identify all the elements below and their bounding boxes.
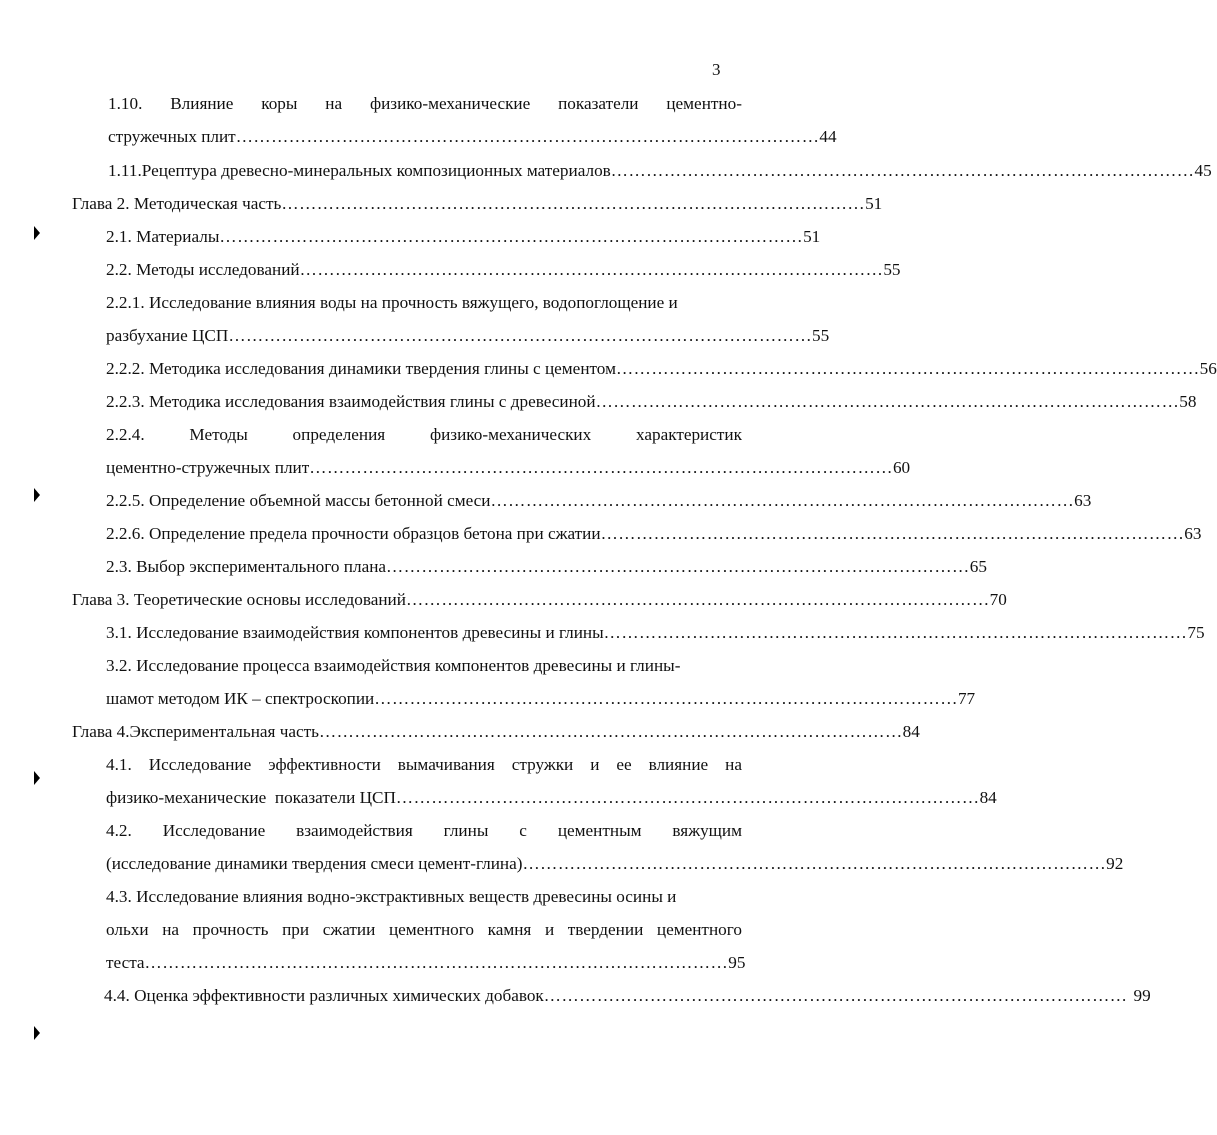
toc-word: стружки [511, 755, 574, 774]
toc-leader-dots: ……………………………………………………………………………………… [615, 359, 1200, 378]
binding-mark [34, 226, 40, 240]
toc-entry-4-3[interactable] [106, 952, 746, 974]
toc-entry-page: 58 [1179, 392, 1197, 411]
toc-entry-title: 2.2.2. Методика исследования динамики твердения глины с цементом [106, 359, 616, 378]
toc-leader-dots: ……………………………………………………………………………………… [299, 260, 884, 279]
toc-word: с [519, 821, 527, 840]
toc-entry-page: 75 [1187, 623, 1205, 642]
toc-entry-1-11[interactable] [108, 160, 1212, 182]
toc-entry-2-2-1[interactable] [106, 325, 830, 347]
toc-entry-title: 2.2.3. Методика исследования взаимодействия глины с древесиной [106, 392, 596, 411]
toc-word: вяжущим [672, 821, 742, 840]
toc-word: ее [616, 755, 632, 774]
toc-entry-2-1[interactable] [106, 226, 821, 248]
toc-leader-dots: ……………………………………………………………………………………… [603, 623, 1188, 642]
toc-word: определения [292, 425, 386, 444]
toc-word: цементно- [666, 94, 742, 113]
toc-word: Методы [189, 425, 248, 444]
toc-word: характеристик [635, 425, 742, 444]
toc-chapter-3[interactable] [72, 589, 1007, 611]
toc-entry-page: 55 [883, 260, 901, 279]
toc-entry-page: 65 [969, 557, 987, 576]
toc-entry-page: 84 [979, 788, 997, 807]
toc-entry-2-2[interactable] [106, 259, 901, 281]
toc-word: коры [261, 94, 298, 113]
toc-word: 2.2.4. [106, 425, 145, 444]
toc-entry-4-2[interactable] [106, 853, 1124, 875]
toc-word: твердении [567, 920, 644, 939]
toc-entry-title: 2.3. Выбор экспериментального плана [106, 557, 387, 576]
toc-word: 4.1. [106, 755, 132, 774]
toc-entry-page: 92 [1106, 854, 1124, 873]
toc-word: 4.2. [106, 821, 132, 840]
toc-entry-title: Глава 4.Экспериментальная часть [72, 722, 319, 741]
page-number: 3 [712, 60, 721, 79]
toc-entry-page: 95 [728, 953, 746, 972]
toc-leader-dots: ……………………………………………………………………………………… [600, 524, 1185, 543]
toc-leader-dots: ……………………………………………………………………………………… [228, 326, 812, 345]
toc-entry-page: 51 [803, 227, 821, 246]
toc-entry-page: 55 [812, 326, 830, 345]
toc-entry-title: теста [106, 953, 145, 972]
toc-entry-page: 44 [819, 127, 837, 146]
toc-entry-page: 77 [957, 689, 976, 708]
toc-leader-dots: ……………………………………………………………………………………… [144, 953, 729, 972]
toc-entry-page: 45 [1194, 161, 1212, 180]
toc-entry-title: 2.2.6. Определение предела прочности образцов бетона при сжатии [106, 524, 601, 543]
toc-entry-2-2-3[interactable] [106, 391, 1197, 413]
toc-entry-title: разбухание ЦСП [106, 326, 229, 345]
toc-entry-title: 1.11.Рецептура древесно-минеральных композиционных материалов [108, 161, 611, 180]
toc-word: взаимодействия [296, 821, 413, 840]
toc-leader-dots: ……………………………………………………………………………………… [610, 161, 1195, 180]
toc-word: глины [443, 821, 489, 840]
toc-word: Исследование [148, 755, 252, 774]
toc-entry-title: цементно-стружечных плит [106, 458, 310, 477]
toc-entry-page: 70 [989, 590, 1007, 609]
toc-entry-title: шамот методом ИК – спектроскопии [106, 689, 375, 708]
toc-entry-2-2-1-line1: 2.2.1. Исследование влияния воды на прочность вяжущего, водопоглощение и [106, 293, 678, 312]
toc-word: на [325, 94, 343, 113]
toc-leader-dots: ……………………………………………………………………………………… [374, 689, 958, 708]
toc-chapter-4[interactable] [72, 721, 920, 743]
toc-entry-4-2-line1 [106, 820, 742, 842]
toc-word: цементного [656, 920, 742, 939]
toc-entry-2-2-2[interactable] [106, 358, 1217, 380]
toc-chapter-2[interactable] [72, 193, 883, 215]
toc-entry-title: физико-механические показатели ЦСП [106, 788, 396, 807]
toc-leader-dots: ……………………………………………………………………………………… [395, 788, 980, 807]
toc-entry-4-3-line2 [106, 919, 742, 941]
toc-word: сжатии [322, 920, 376, 939]
toc-entry-title: 4.4. Оценка эффективности различных химических добавок [104, 986, 544, 1005]
toc-entry-1-10-line1 [108, 93, 742, 115]
toc-word: ольхи [106, 920, 149, 939]
toc-word: физико-механических [429, 425, 592, 444]
toc-leader-dots: ……………………………………………………………………………………… [405, 590, 990, 609]
toc-entry-page: 84 [902, 722, 920, 741]
toc-entry-2-2-4-line1 [106, 424, 742, 446]
toc-entry-page: 63 [1074, 491, 1092, 510]
toc-word: при [282, 920, 310, 939]
toc-word: эффективности [268, 755, 381, 774]
toc-leader-dots: ……………………………………………………………………………………… [595, 392, 1180, 411]
toc-word: камня [487, 920, 532, 939]
toc-leader-dots: ……………………………………………………………………………………… [235, 127, 820, 146]
toc-leader-dots: ……………………………………………………………………………………… [386, 557, 970, 576]
toc-entry-title: Глава 3. Теоретические основы исследований [72, 590, 406, 609]
toc-entry-title: 2.2. Методы исследований [106, 260, 300, 279]
toc-entry-page: 56 [1199, 359, 1217, 378]
toc-leader-dots: ……………………………………………………………………………………… [309, 458, 893, 477]
toc-entry-1-10[interactable] [108, 126, 837, 148]
toc-entry-page: 60 [892, 458, 911, 477]
toc-word: на [725, 755, 742, 774]
toc-entry-title: Глава 2. Методическая часть [72, 194, 282, 213]
toc-entry-2-2-4[interactable] [106, 457, 911, 479]
toc-entry-3-2[interactable] [106, 688, 976, 710]
toc-word: влияние [648, 755, 709, 774]
toc-word: физико-механические [369, 94, 531, 113]
toc-leader-dots: ……………………………………………………………………………………… [522, 854, 1107, 873]
toc-leader-dots: ……………………………………………………………………………………… [219, 227, 804, 246]
toc-entry-3-1[interactable] [106, 622, 1205, 644]
toc-word: показатели [558, 94, 639, 113]
toc-entry-2-2-6[interactable] [106, 523, 1202, 545]
toc-word: Влияние [170, 94, 234, 113]
toc-word: 1.10. [108, 94, 143, 113]
toc-word: вымачивания [397, 755, 495, 774]
toc-entry-title: стружечных плит [108, 127, 236, 146]
toc-entry-title: (исследование динамики твердения смеси цемент-глина) [106, 854, 523, 873]
toc-entry-4-1[interactable] [106, 787, 997, 809]
toc-entry-2-3[interactable] [106, 556, 987, 578]
toc-leader-dots: ……………………………………………………………………………………… [543, 986, 1128, 1005]
toc-word: и [590, 755, 600, 774]
toc-entry-title: 2.2.5. Определение объемной массы бетонной смеси [106, 491, 491, 510]
toc-entry-title: 2.1. Материалы [106, 227, 220, 246]
toc-word: на [162, 920, 180, 939]
toc-entry-4-3-line1: 4.3. Исследование влияния водно-экстрактивных веществ древесины осины и [106, 887, 677, 906]
toc-word: Исследование [162, 821, 266, 840]
toc-entry-2-2-5[interactable] [106, 490, 1092, 512]
toc-entry-page: 51 [865, 194, 883, 213]
toc-word: и [544, 920, 555, 939]
toc-word: цементного [388, 920, 474, 939]
toc-entry-4-4[interactable] [104, 985, 1151, 1007]
toc-entry-4-1-line1 [106, 754, 742, 776]
toc-entry-3-2-line1: 3.2. Исследование процесса взаимодействия компонентов древесины и глины- [106, 656, 681, 675]
toc-entry-page: 99 [1133, 986, 1151, 1005]
binding-mark [34, 488, 40, 502]
toc-leader-dots: ……………………………………………………………………………………… [490, 491, 1075, 510]
toc-entry-title: 3.1. Исследование взаимодействия компонентов древесины и глины [106, 623, 604, 642]
binding-mark [34, 771, 40, 785]
toc-leader-dots: ……………………………………………………………………………………… [318, 722, 903, 741]
toc-entry-page: 63 [1184, 524, 1202, 543]
toc-word: цементным [557, 821, 642, 840]
binding-mark [34, 1026, 40, 1040]
toc-word: прочность [192, 920, 269, 939]
toc-leader-dots: ……………………………………………………………………………………… [281, 194, 866, 213]
